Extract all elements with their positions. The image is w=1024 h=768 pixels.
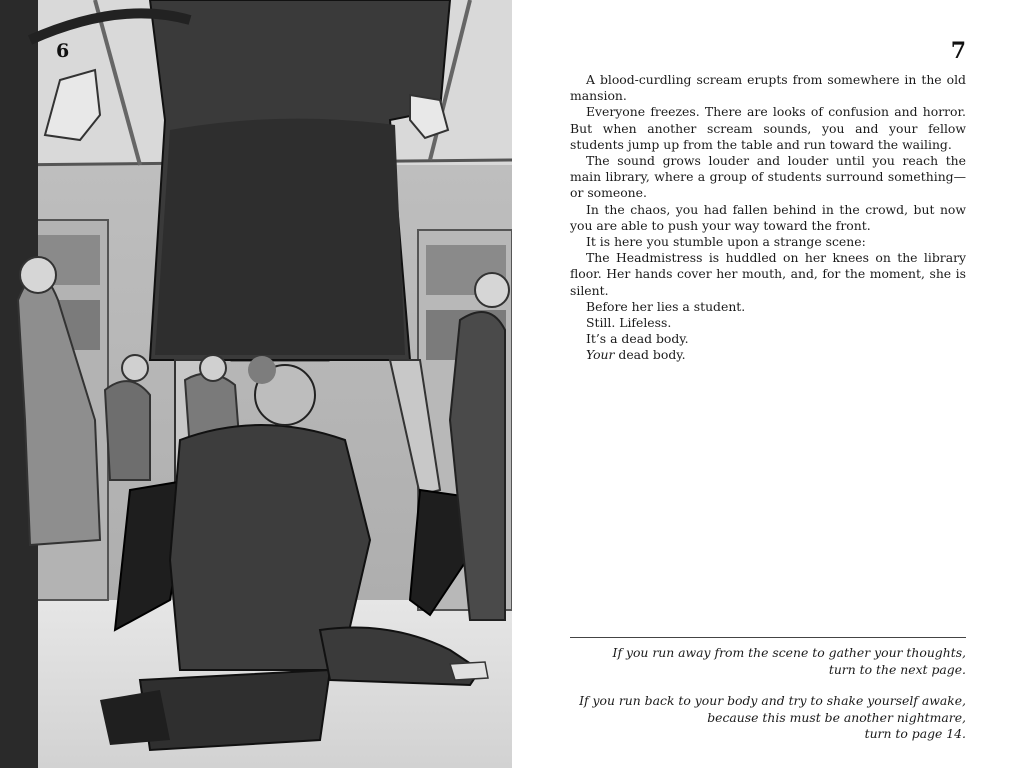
paragraph: The Headmistress is huddled on her knees on the library floor. Her hands cover her mouth, and, for the moment, she is silent.: [570, 250, 966, 298]
choice-line: turn to page 14.: [864, 726, 966, 741]
choice-line: If you run back to your body and try to shake yourself awake,: [579, 693, 966, 708]
paragraph: Everyone freezes. There are looks of confusion and horror. But when another scream sounds, you and your fellow students jump up from the table and run toward the wailing.: [570, 104, 966, 152]
story-text: [570, 72, 966, 364]
paragraph: In the chaos, you had fallen behind in the crowd, but now you are able to push your way toward the front.: [570, 201, 966, 233]
choice-line: because this must be another nightmare,: [707, 709, 966, 725]
choice-next-page: [570, 645, 966, 678]
page-number-right: 7: [950, 38, 966, 64]
choice-divider: [570, 637, 966, 638]
paragraph: It’s a dead body.: [586, 331, 689, 347]
page-number-left: 6: [56, 40, 70, 62]
text-page: [512, 0, 1024, 768]
paragraph: A blood-curdling scream erupts from somewhere in the old mansion.: [570, 72, 966, 104]
paragraph: Your dead body.: [586, 347, 686, 363]
paragraph: Before her lies a student.: [586, 298, 746, 314]
paragraph: The sound grows louder and louder until you reach the main library, where a group of students surround something—or someone.: [570, 153, 966, 201]
choice-line: turn to the next page.: [828, 661, 966, 677]
paragraph: Still. Lifeless.: [586, 315, 672, 331]
paragraph: It is here you stumble upon a strange scene:: [586, 234, 866, 250]
choice-page-14: [570, 693, 966, 743]
choice-line: If you run away from the scene to gather your thoughts,: [612, 645, 966, 660]
